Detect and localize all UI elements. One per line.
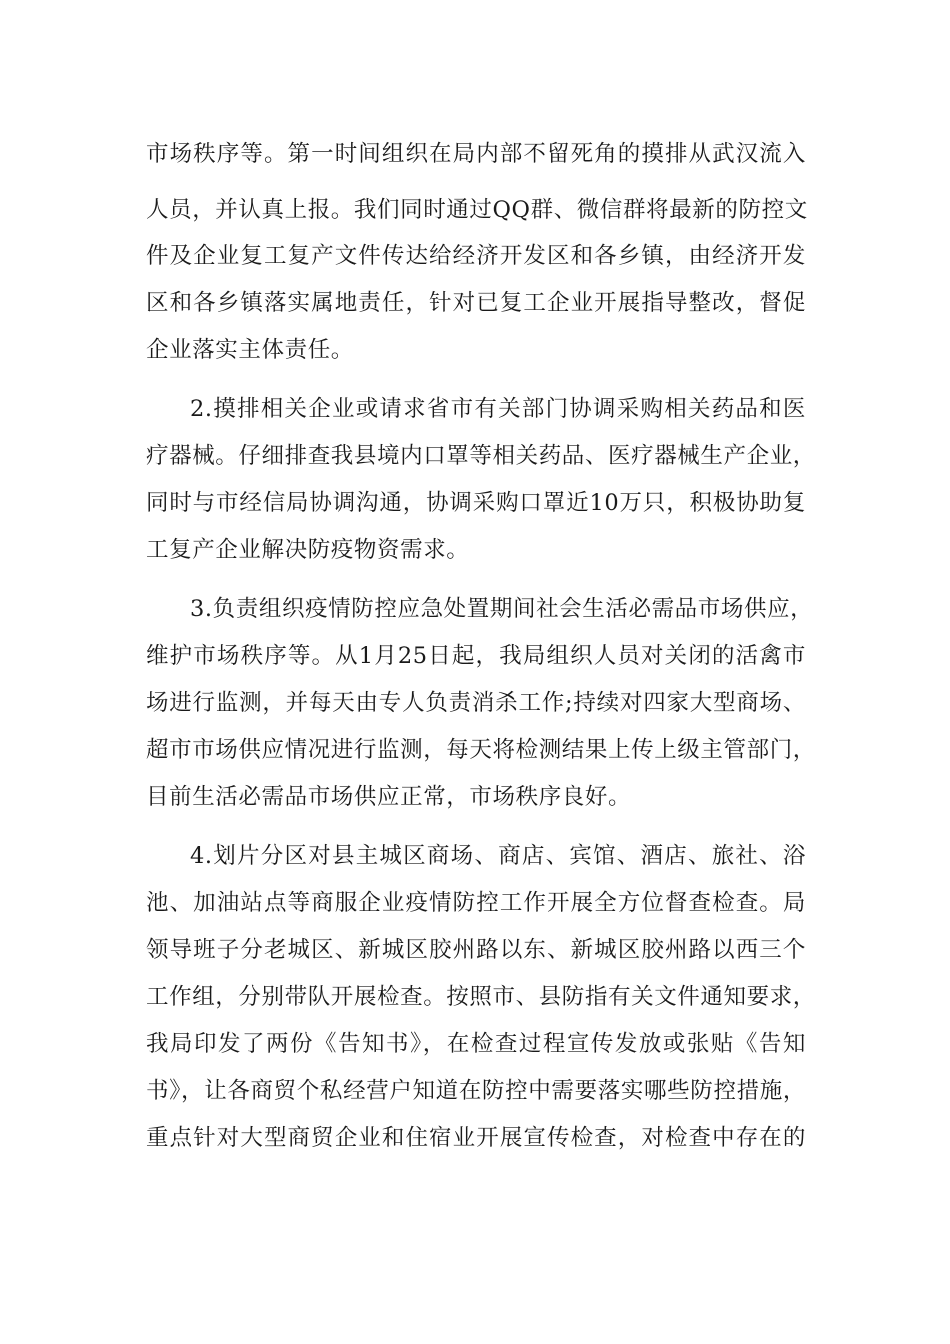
paragraph-line: 人员，并认真上报。我们同时通过QQ群、微信群将最新的防控文: [146, 197, 808, 223]
paragraph-line: 件及企业复工复产文件传达给经济开发区和各乡镇，由经济开发: [146, 243, 806, 269]
paragraph-line: 我局印发了两份《告知书》，在检查过程宣传发放或张贴《告知: [146, 1031, 806, 1057]
paragraph-first-line: 2.摸排相关企业或请求省市有关部门协调采购相关药品和医: [190, 396, 806, 422]
paragraph-line: 企业落实主体责任。: [146, 337, 354, 363]
paragraph-line: 疗器械。仔细排查我县境内口罩等相关药品、医疗器械生产企业，: [146, 443, 816, 469]
paragraph-line: 池、加油站点等商服企业疫情防控工作开展全方位督查检查。局: [146, 890, 806, 916]
paragraph-line: 同时与市经信局协调沟通，协调采购口罩近10万只，积极协助复: [146, 490, 806, 516]
paragraph-line: 超市市场供应情况进行监测，每天将检测结果上传上级主管部门，: [146, 737, 816, 763]
paragraph-line: 领导班子分老城区、新城区胶州路以东、新城区胶州路以西三个: [146, 937, 806, 963]
paragraph-line: 目前生活必需品市场供应正常，市场秩序良好。: [146, 784, 632, 810]
paragraph-first-line: 4.划片分区对县主城区商场、商店、宾馆、酒店、旅社、浴: [190, 843, 806, 869]
paragraph-line: 工复产企业解决防疫物资需求。: [146, 537, 470, 563]
paragraph-line: 工作组，分别带队开展检查。按照市、县防指有关文件通知要求，: [146, 984, 816, 1010]
paragraph-first-line: 3.负责组织疫情防控应急处置期间社会生活必需品市场供应，: [190, 596, 814, 622]
paragraph-line: 书》，让各商贸个私经营户知道在防控中需要落实哪些防控措施，: [146, 1078, 806, 1104]
paragraph-line: 区和各乡镇落实属地责任，针对已复工企业开展指导整改，督促: [146, 290, 806, 316]
paragraph-line: 场进行监测，并每天由专人负责消杀工作;持续对四家大型商场、: [146, 690, 806, 716]
paragraph-line: 市场秩序等。第一时间组织在局内部不留死角的摸排从武汉流入: [146, 141, 806, 167]
paragraph-line: 重点针对大型商贸企业和住宿业开展宣传检查，对检查中存在的: [146, 1125, 806, 1151]
paragraph-line: 维护市场秩序等。从1月25日起，我局组织人员对关闭的活禽市: [146, 643, 806, 669]
